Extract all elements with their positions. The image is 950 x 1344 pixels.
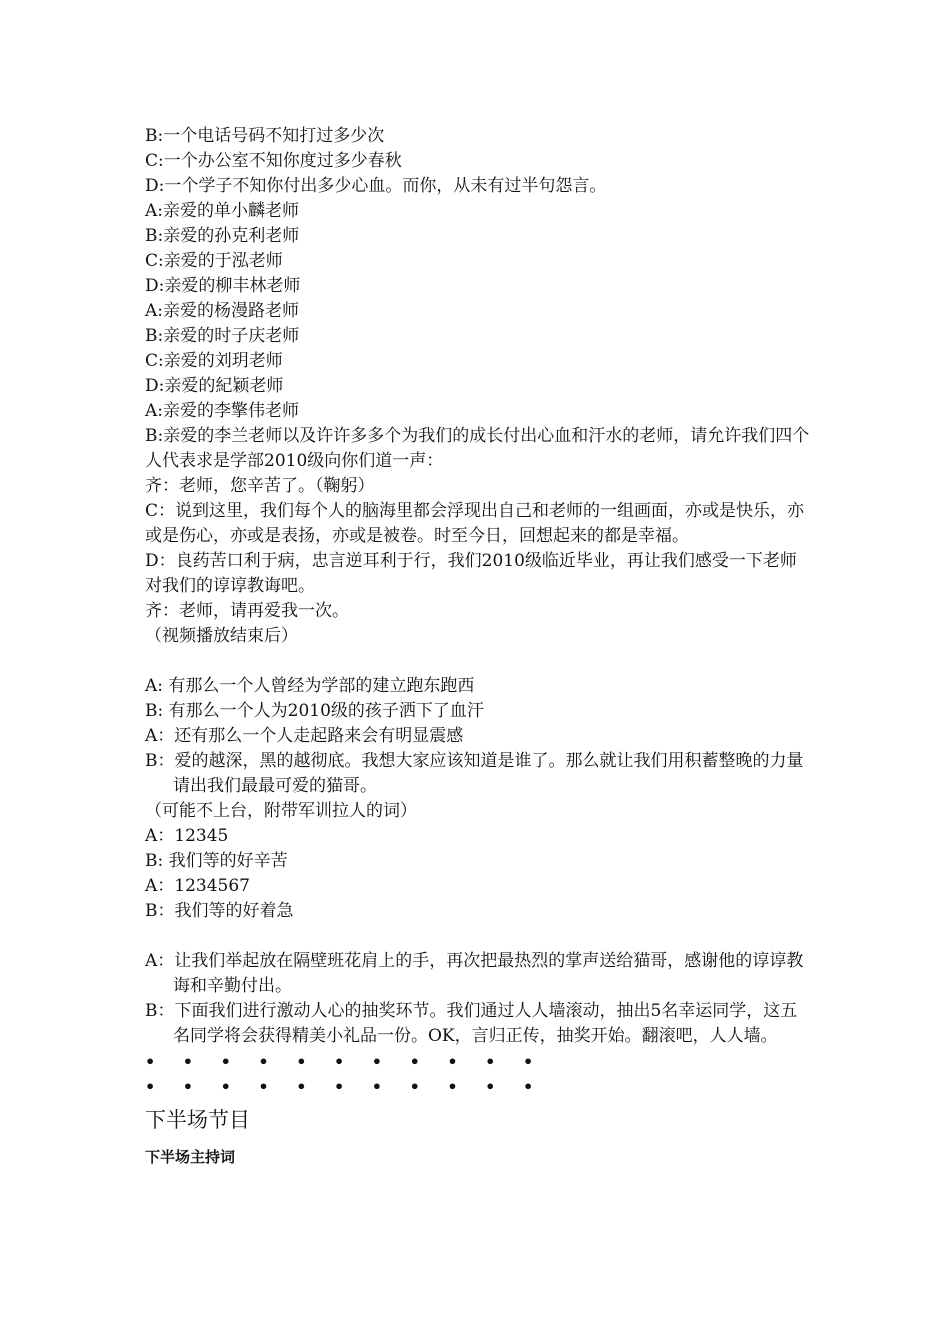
script-line: B：下面我们进行激动人心的抽奖环节。我们通过人人墙滚动，抽出5名幸运同学，这五名同学将会获得精美小礼品一份。OK，言归正传，抽奖开始。翻滚吧，人人墙。 — [145, 1001, 798, 1046]
script-line: A:亲爱的李擎伟老师 — [145, 401, 300, 421]
script-line: D:一个学子不知你付出多少心血。而你，从未有过半句怨言。 — [145, 176, 607, 196]
dot-leader: • • • • • • • • • • • — [145, 1052, 545, 1071]
stage-direction: （可能不上台，附带军训拉人的词） — [145, 801, 417, 821]
section-title: 下半场节目 — [145, 1108, 250, 1132]
script-line: D：良药苦口利于病，忠言逆耳利于行，我们2010级临近毕业，再让我们感受一下老师对我们的谆谆教诲吧。 — [145, 551, 797, 596]
script-line: B:亲爱的孙克利老师 — [145, 226, 300, 246]
script-line: B：爱的越深，黑的越彻底。我想大家应该知道是谁了。那么就让我们用积蓄整晚的力量请出我们最最可爱的猫哥。 — [145, 751, 804, 796]
script-line: A:亲爱的单小麟老师 — [145, 201, 300, 221]
script-line: 齐：老师，您辛苦了。（鞠躬） — [145, 476, 375, 496]
script-line: B: 我们等的好辛苦 — [145, 851, 288, 871]
script-line: C:亲爱的于泓老师 — [145, 251, 283, 271]
blank-line — [145, 924, 810, 949]
script-line: B: 有那么一个人为2010级的孩子洒下了血汗 — [145, 701, 484, 721]
script-line: B:亲爱的李兰老师以及许许多多个为我们的成长付出心血和汗水的老师，请允许我们四个人代表求是学部2010级向你们道一声： — [145, 426, 810, 471]
script-line: D:亲爱的紀颖老师 — [145, 376, 284, 396]
script-line: B:一个电话号码不知打过多少次 — [145, 126, 385, 146]
stage-direction: （视频播放结束后） — [145, 626, 298, 646]
script-line: D:亲爱的柳丰林老师 — [145, 276, 301, 296]
dialogue-block-1 — [145, 124, 810, 649]
dot-leader: • • • • • • • • • • • — [145, 1077, 545, 1096]
script-line: B:亲爱的时子庆老师 — [145, 326, 300, 346]
document-page — [145, 124, 810, 1169]
script-line: A：还有那么一个人走起路来会有明显震感 — [145, 726, 464, 746]
script-line: A: 有那么一个人曾经为学部的建立跑东跑西 — [145, 676, 475, 696]
script-line: A：1234567 — [145, 876, 250, 896]
section-subtitle: 下半场主持词 — [145, 1148, 236, 1166]
script-line: A:亲爱的杨漫路老师 — [145, 301, 300, 321]
script-line: C:亲爱的刘玥老师 — [145, 351, 283, 371]
script-line: B：我们等的好着急 — [145, 901, 294, 921]
script-line: 齐：老师，请再爱我一次。 — [145, 601, 349, 621]
dialogue-block-2 — [145, 674, 810, 924]
script-line: C:一个办公室不知你度过多少春秋 — [145, 151, 402, 171]
dialogue-block-3 — [145, 949, 810, 1049]
blank-line — [145, 649, 810, 674]
script-line: A：12345 — [145, 826, 229, 846]
script-line: A：让我们举起放在隔壁班花肩上的手，再次把最热烈的掌声送给猫哥，感谢他的谆谆教诲和辛勤付出。 — [145, 951, 804, 996]
script-line: C：说到这里，我们每个人的脑海里都会浮现出自己和老师的一组画面，亦或是快乐，亦或是伤心，亦或是表扬，亦或是被卷。时至今日，回想起来的都是幸福。 — [145, 501, 805, 546]
